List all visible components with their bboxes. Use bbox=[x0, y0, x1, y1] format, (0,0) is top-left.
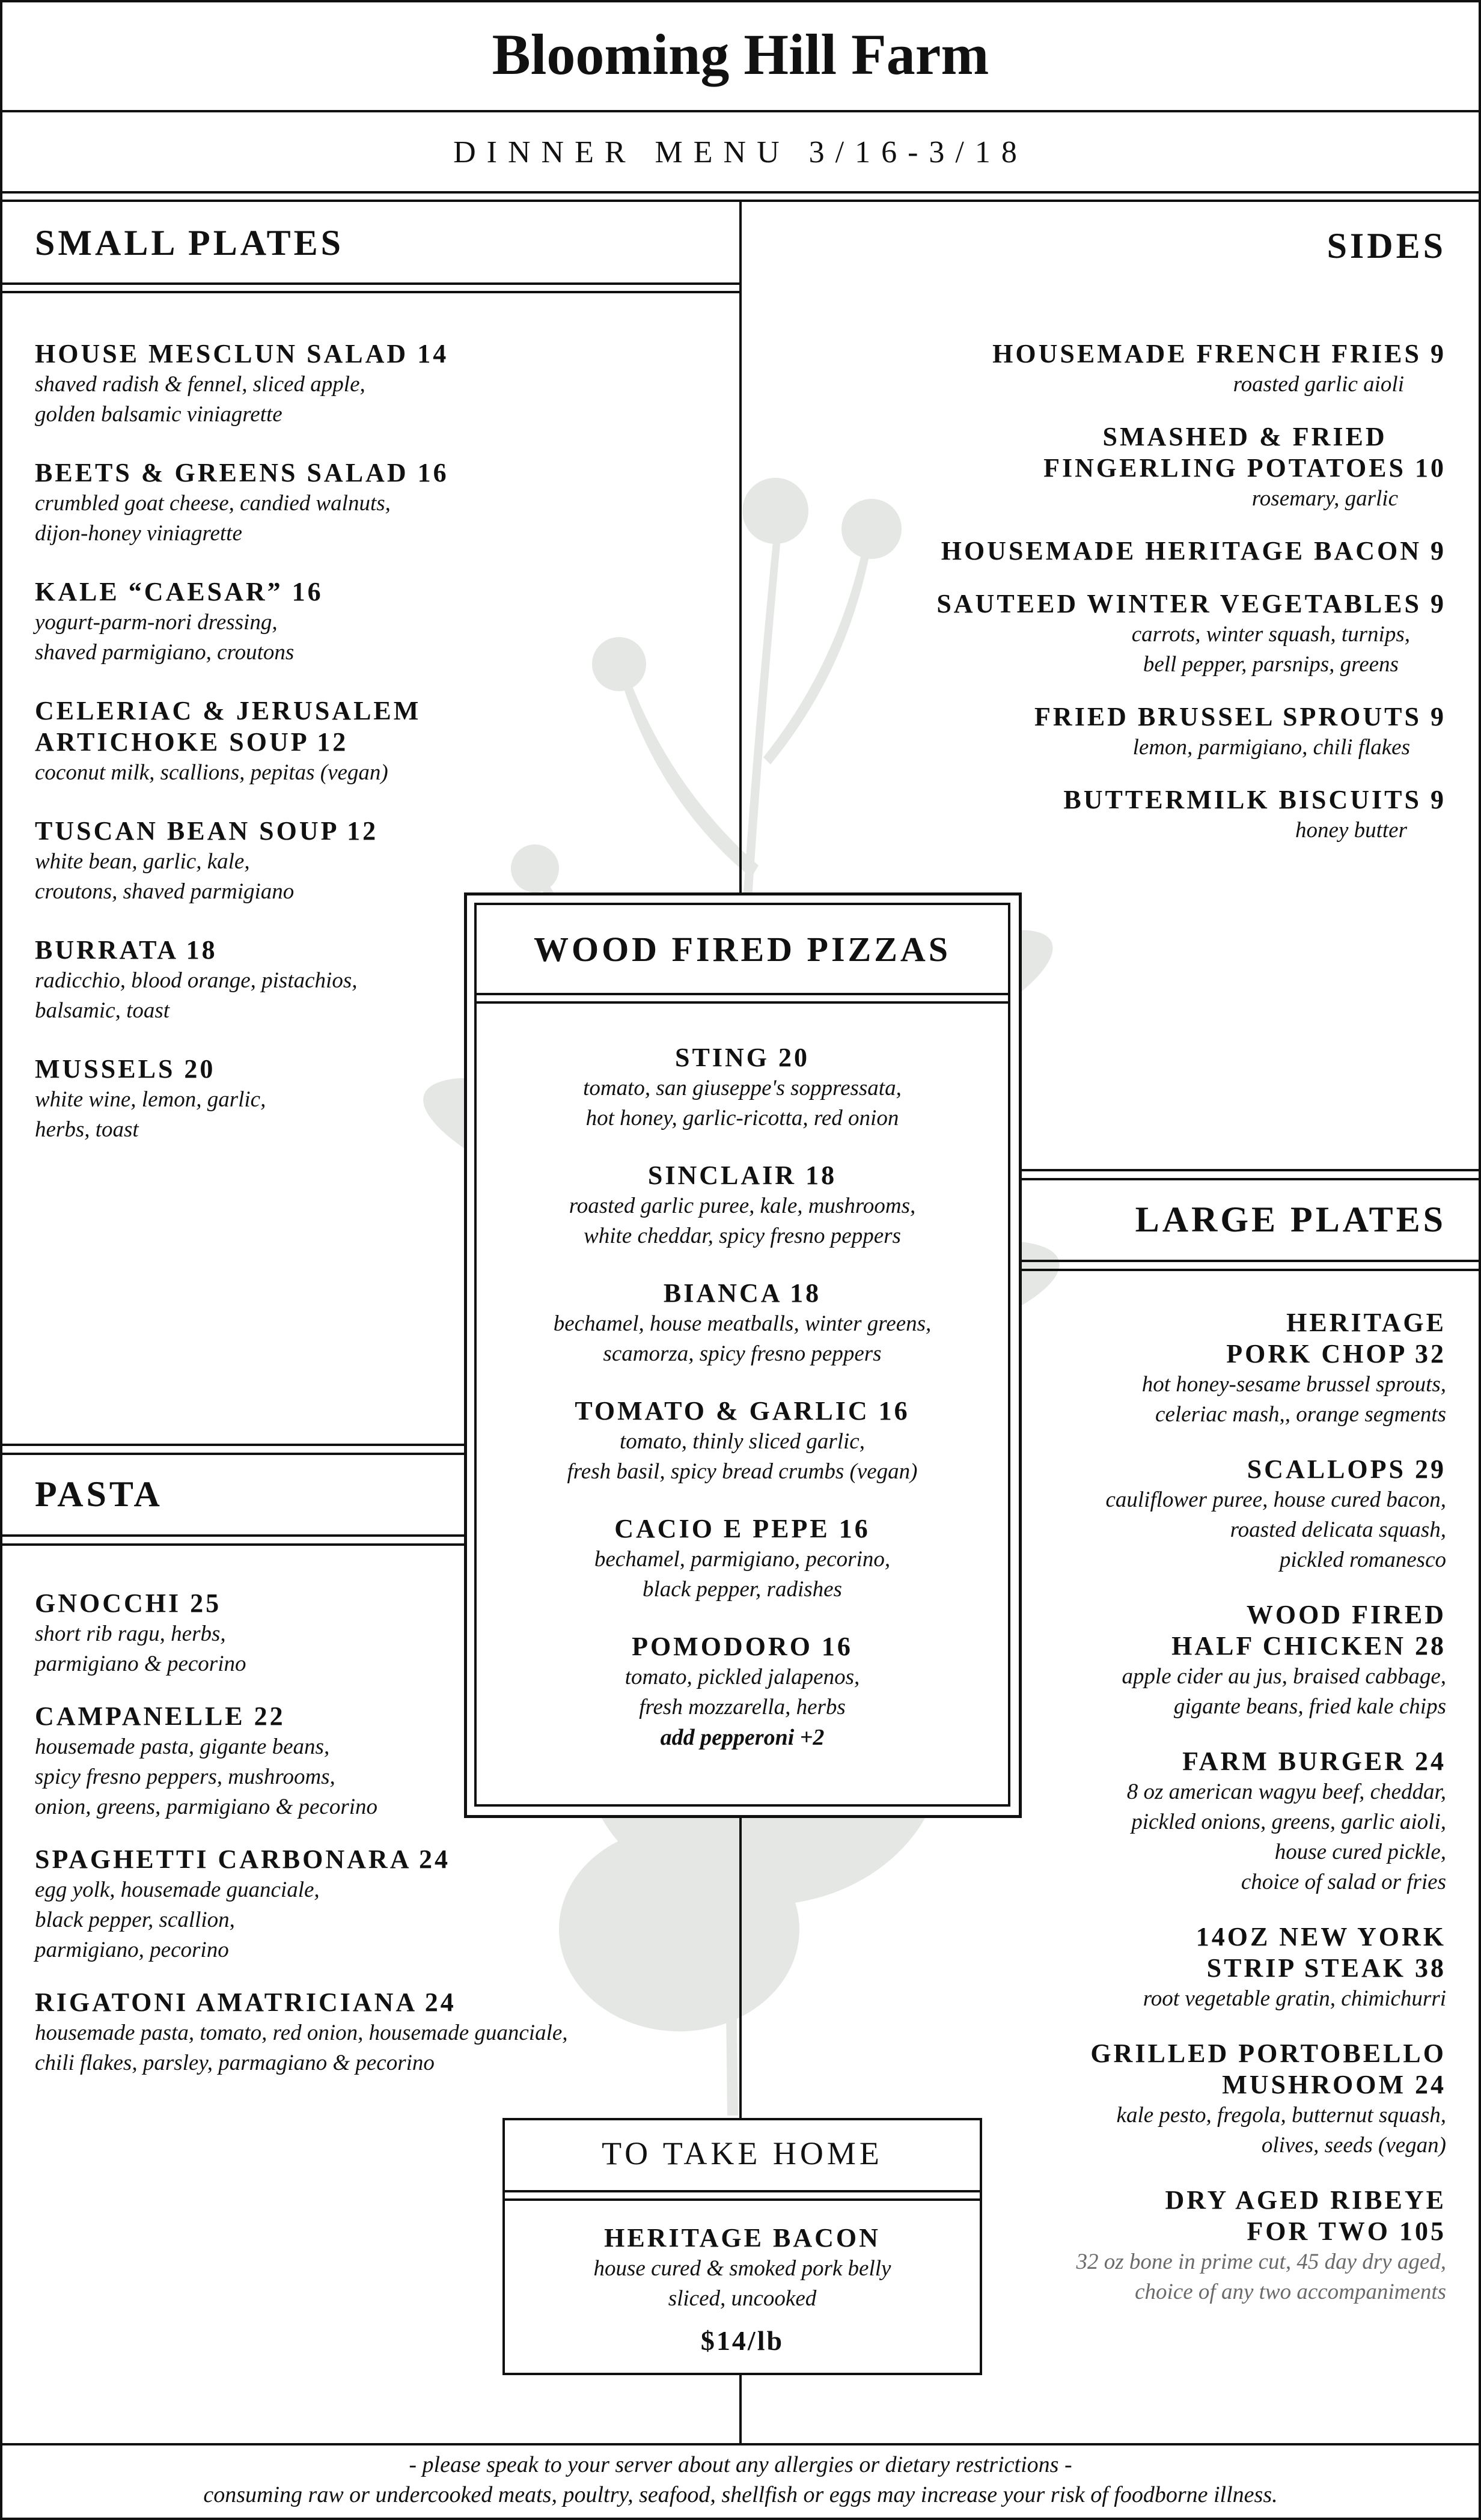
item-name: BURRATA 18 bbox=[35, 935, 218, 965]
pizza-addon: add pepperoni +2 bbox=[660, 1725, 825, 1750]
item-description: cauliflower puree, house cured bacon, roasted delicata squash, pickled romanesco bbox=[1105, 1487, 1446, 1572]
item-description: egg yolk, housemade guanciale, black pepper, scallion, parmigiano, pecorino bbox=[35, 1878, 320, 1962]
item-description: tomato, pickled jalapenos, fresh mozzarella, herbs bbox=[624, 1665, 860, 1719]
pizzas-heading: WOOD FIRED PIZZAS bbox=[533, 930, 951, 969]
small-plates-heading: SMALL PLATES bbox=[35, 223, 344, 263]
item-name: DRY AGED RIBEYE FOR TWO 105 bbox=[1165, 2185, 1446, 2246]
list-item bbox=[35, 576, 696, 668]
item-description: lemon, parmigiano, chili flakes bbox=[1132, 735, 1410, 760]
footer bbox=[0, 2450, 1481, 2510]
item-name: CELERIAC & JERUSALEM ARTICHOKE SOUP 12 bbox=[35, 696, 421, 757]
divider bbox=[0, 1453, 465, 1455]
item-name: BUTTERMILK BISCUITS 9 bbox=[1063, 785, 1446, 814]
item-name: CAMPANELLE 22 bbox=[35, 1701, 286, 1731]
take-home-item bbox=[505, 2223, 980, 2357]
item-description: bechamel, parmigiano, pecorino, black pepper, radishes bbox=[594, 1547, 891, 1602]
item-name: CACIO E PEPE 16 bbox=[614, 1514, 870, 1543]
list-item bbox=[35, 338, 696, 430]
item-name: HERITAGE BACON bbox=[604, 2223, 881, 2253]
list-item bbox=[785, 535, 1446, 567]
list-item bbox=[785, 588, 1446, 680]
item-name: SCALLOPS 29 bbox=[1247, 1454, 1446, 1484]
list-item bbox=[477, 1396, 1008, 1487]
sides-heading: SIDES bbox=[1327, 226, 1446, 266]
item-name: BEETS & GREENS SALAD 16 bbox=[35, 458, 449, 487]
item-name: RIGATONI AMATRICIANA 24 bbox=[35, 1988, 456, 2017]
list-item bbox=[477, 1631, 1008, 1753]
item-description: honey butter bbox=[1295, 818, 1407, 843]
pizzas-list bbox=[477, 1042, 1008, 1753]
sides-list bbox=[785, 338, 1446, 867]
pasta-heading: PASTA bbox=[35, 1474, 163, 1514]
divider bbox=[0, 1444, 465, 1446]
item-name: HOUSEMADE HERITAGE BACON 9 bbox=[941, 536, 1446, 566]
item-name: MUSSELS 20 bbox=[35, 1054, 216, 1084]
divider bbox=[0, 282, 740, 285]
item-name: STING 20 bbox=[675, 1043, 810, 1072]
item-description: tomato, san giuseppe's soppressata, hot honey, garlic-ricotta, red onion bbox=[583, 1076, 902, 1130]
consumption-warning: consuming raw or undercooked meats, poultry, seafood, shellfish or eggs may increase your risk of foodborne illness. bbox=[203, 2482, 1278, 2507]
divider bbox=[1017, 1169, 1481, 1171]
item-description: yogurt-parm-nori dressing, shaved parmigiano, croutons bbox=[35, 610, 295, 665]
item-name: TUSCAN BEAN SOUP 12 bbox=[35, 816, 379, 846]
item-description: white wine, lemon, garlic, herbs, toast bbox=[35, 1087, 266, 1142]
item-description: housemade pasta, tomato, red onion, housemade guanciale, chili flakes, parsley, parmagiano & pecorino bbox=[35, 2021, 568, 2075]
item-description: coconut milk, scallions, pepitas (vegan) bbox=[35, 760, 388, 785]
item-description: carrots, winter squash, turnips, bell pepper, parsnips, greens bbox=[1131, 622, 1410, 677]
list-item bbox=[785, 784, 1446, 846]
divider bbox=[477, 1001, 1008, 1004]
item-description: roasted garlic puree, kale, mushrooms, white cheddar, spicy fresno peppers bbox=[569, 1194, 916, 1248]
page-title: Blooming Hill Farm bbox=[492, 22, 989, 87]
list-item bbox=[35, 457, 696, 549]
allergy-notice: - please speak to your server about any allergies or dietary restrictions - bbox=[409, 2452, 1072, 2477]
list-item bbox=[477, 1042, 1008, 1133]
divider bbox=[0, 1543, 465, 1546]
divider bbox=[477, 993, 1008, 995]
divider bbox=[0, 2443, 1481, 2445]
item-name: KALE “CAESAR” 16 bbox=[35, 577, 323, 606]
list-item bbox=[905, 2185, 1446, 2307]
item-description: rosemary, garlic bbox=[1251, 486, 1398, 511]
pizzas-box bbox=[464, 892, 1022, 1818]
item-name: TOMATO & GARLIC 16 bbox=[575, 1396, 910, 1426]
item-description: short rib ragu, herbs, parmigiano & pecorino bbox=[35, 1622, 246, 1676]
take-home-box bbox=[502, 2118, 982, 2375]
item-name: SMASHED & FRIED FINGERLING POTATOES 10 bbox=[1043, 422, 1446, 483]
item-description: tomato, thinly sliced garlic, fresh basil, spicy bread crumbs (vegan) bbox=[567, 1429, 918, 1484]
list-item bbox=[477, 1160, 1008, 1251]
item-name: 14OZ NEW YORK STRIP STEAK 38 bbox=[1195, 1922, 1446, 1983]
item-description: 32 oz bone in prime cut, 45 day dry aged, choice of any two accompaniments bbox=[1076, 2250, 1446, 2304]
divider bbox=[1017, 1260, 1481, 1262]
divider bbox=[0, 191, 1481, 194]
list-item bbox=[785, 421, 1446, 514]
item-description: white bean, garlic, kale, croutons, shaved parmigiano bbox=[35, 849, 295, 904]
item-name: SINCLAIR 18 bbox=[647, 1161, 837, 1190]
divider bbox=[505, 2198, 980, 2201]
item-description: root vegetable gratin, chimichurri bbox=[1143, 1986, 1446, 2011]
item-description: 8 oz american wagyu beef, cheddar, pickled onions, greens, garlic aioli, house cured pickle, choice of salad or fries bbox=[1126, 1780, 1446, 1894]
divider bbox=[1017, 1269, 1481, 1271]
item-name: GRILLED PORTOBELLO MUSHROOM 24 bbox=[1090, 2039, 1446, 2099]
item-description: house cured & smoked pork belly sliced, uncooked bbox=[593, 2256, 891, 2311]
list-item bbox=[35, 1844, 708, 1965]
list-item bbox=[477, 1278, 1008, 1369]
item-name: WOOD FIRED HALF CHICKEN 28 bbox=[1171, 1600, 1446, 1661]
item-description: radicchio, blood orange, pistachios, balsamic, toast bbox=[35, 968, 358, 1023]
divider bbox=[0, 291, 740, 293]
item-name: SPAGHETTI CARBONARA 24 bbox=[35, 1844, 451, 1874]
list-item bbox=[785, 701, 1446, 763]
page-subtitle: DINNER MENU 3/16-3/18 bbox=[453, 135, 1028, 169]
item-name: FARM BURGER 24 bbox=[1182, 1747, 1446, 1776]
list-item bbox=[35, 695, 696, 788]
list-item bbox=[477, 1513, 1008, 1605]
divider bbox=[1017, 1178, 1481, 1180]
item-name: GNOCCHI 25 bbox=[35, 1588, 222, 1618]
item-name: HOUSEMADE FRENCH FRIES 9 bbox=[992, 339, 1446, 368]
item-description: apple cider au jus, braised cabbage, gigante beans, fried kale chips bbox=[1122, 1664, 1446, 1719]
divider bbox=[0, 1534, 465, 1537]
list-item bbox=[905, 1921, 1446, 2014]
item-description: shaved radish & fennel, sliced apple, golden balsamic viniagrette bbox=[35, 372, 365, 427]
take-home-heading: TO TAKE HOME bbox=[602, 2135, 883, 2171]
item-description: roasted garlic aioli bbox=[1233, 372, 1404, 397]
item-name: HOUSE MESCLUN SALAD 14 bbox=[35, 339, 449, 368]
divider bbox=[0, 110, 1481, 112]
item-description: kale pesto, fregola, butternut squash, olives, seeds (vegan) bbox=[1116, 2103, 1446, 2158]
pizzas-inner-box bbox=[474, 903, 1010, 1807]
item-description: bechamel, house meatballs, winter greens, scamorza, spicy fresno peppers bbox=[553, 1311, 932, 1366]
divider bbox=[505, 2190, 980, 2192]
item-name: BIANCA 18 bbox=[663, 1278, 822, 1308]
item-price: $14/lb bbox=[700, 2325, 784, 2356]
item-description: housemade pasta, gigante beans, spicy fresno peppers, mushrooms, onion, greens, parmigiano & pecorino bbox=[35, 1734, 378, 1819]
item-description: hot honey-sesame brussel sprouts, celeriac mash,, orange segments bbox=[1141, 1372, 1446, 1427]
item-name: HERITAGE PORK CHOP 32 bbox=[1226, 1308, 1446, 1368]
large-plates-heading: LARGE PLATES bbox=[1135, 1200, 1446, 1239]
list-item bbox=[35, 1987, 708, 2078]
item-name: POMODORO 16 bbox=[632, 1632, 853, 1661]
list-item bbox=[905, 2038, 1446, 2161]
item-name: FRIED BRUSSEL SPROUTS 9 bbox=[1034, 702, 1446, 731]
item-name: SAUTEED WINTER VEGETABLES 9 bbox=[936, 589, 1446, 618]
item-description: crumbled goat cheese, candied walnuts, dijon-honey viniagrette bbox=[35, 491, 391, 546]
list-item bbox=[785, 338, 1446, 400]
